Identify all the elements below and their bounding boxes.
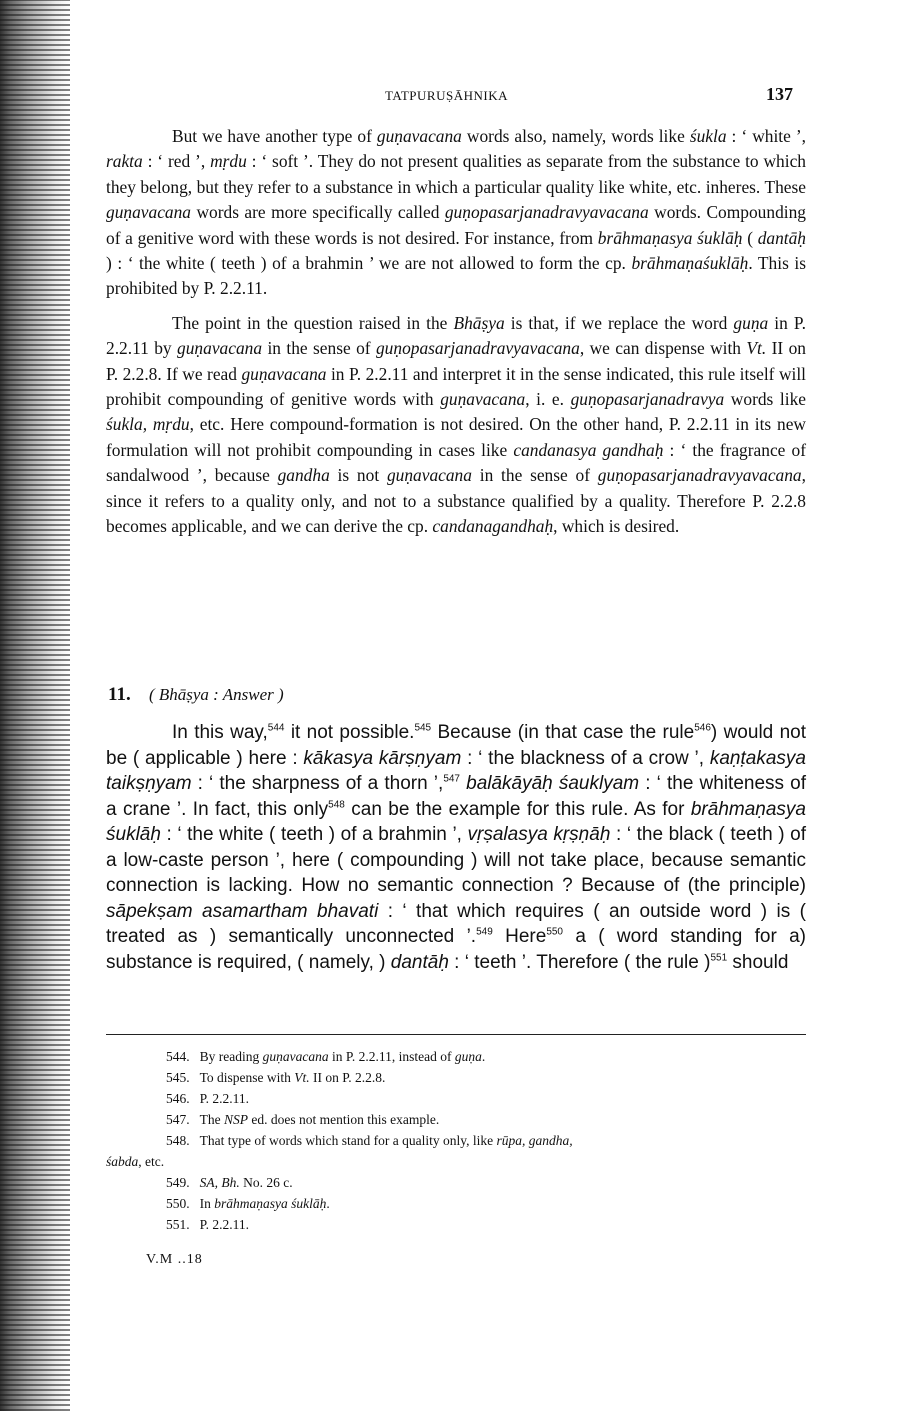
text-run: The point in the question raised in the [172, 312, 454, 333]
italic-term: Bhāṣya [453, 312, 505, 333]
section-number: 11. [108, 684, 131, 705]
text-run: : ‘ the blackness of a crow ’, [461, 747, 710, 769]
text-run: No. 26 c. [239, 1175, 293, 1190]
text-run: . [326, 1196, 330, 1211]
text-run: By reading [199, 1049, 263, 1064]
footnote-continuation [106, 1151, 806, 1172]
italic-term: dantāḥ [757, 227, 806, 248]
italic-term: guṇavacana [106, 202, 192, 223]
section-heading [108, 684, 284, 706]
text-run: in P. 2.2.11 and interpret it in the sense indicated, this rule itself will prohibit compounding of genitive words with [106, 363, 806, 410]
italic-term: mṛdu [210, 151, 247, 172]
footnote [106, 1109, 806, 1130]
footnote-text [200, 1049, 486, 1064]
text-run: ed. does not mention this example. [248, 1112, 440, 1127]
italic-term: guṇopasarjanadravyavacana [597, 465, 802, 486]
text-run: is not [329, 465, 387, 486]
translation-text [106, 720, 806, 975]
footnote [106, 1067, 806, 1088]
text-run: II on P. 2.2.8. If we read [106, 338, 806, 384]
italic-term: śukla [689, 126, 727, 146]
footnote [106, 1130, 806, 1151]
text-run: In this way, [172, 722, 268, 743]
text-run: P. 2.2.11. [199, 1217, 250, 1232]
footnote-text [200, 1133, 573, 1148]
text-run: , etc. [138, 1154, 165, 1169]
italic-term: candanagandhaḥ [432, 516, 554, 537]
text-run: . [481, 1049, 486, 1064]
text-run: II on P. 2.2.8. [309, 1070, 386, 1085]
footnote-reference: 550 [546, 926, 563, 938]
text-run: : ‘ the fragrance of sandalwood ’, because [106, 439, 806, 486]
footnote-number: 547. [166, 1112, 190, 1127]
text-run: But we have another type of [172, 126, 377, 146]
italic-term: Vt. [294, 1070, 310, 1085]
italic-term: dantāḥ [390, 951, 449, 973]
text-run: P. 2.2.11. [199, 1091, 250, 1106]
italic-term: guṇavacana [386, 465, 472, 486]
footnote-reference: 551 [710, 952, 728, 964]
footnote [106, 1193, 806, 1214]
footnotes [106, 1046, 806, 1235]
footnote-divider [106, 1034, 806, 1035]
footnote-number: 550. [166, 1196, 190, 1211]
italic-term: rakta [106, 151, 143, 172]
text-run: Here [492, 926, 547, 947]
text-run: Because (in that case the rule [431, 722, 695, 743]
italic-term: kaṇṭakasya taikṣṇyam [106, 747, 806, 794]
italic-term: NSP [224, 1112, 249, 1127]
footnote-number: 548. [166, 1133, 190, 1148]
text-run: words are more specifically called [191, 202, 445, 223]
footnote [106, 1088, 806, 1109]
text-run: , we can dispense with [579, 338, 747, 359]
text-run: : ‘ teeth ’. Therefore ( the rule ) [448, 951, 711, 973]
page-number: 137 [766, 84, 793, 104]
italic-term: śabda [106, 1154, 139, 1169]
text-run: : ‘ the white ( teeth ) of a brahmin ’, [160, 824, 468, 845]
footnote [106, 1172, 806, 1193]
signature-mark: V.M ..18 [146, 1252, 203, 1267]
text-run: , i. e. [525, 389, 571, 410]
italic-term: guṇavacana [241, 363, 327, 384]
italic-term: guṇavacana [262, 1049, 329, 1064]
text-run: words also, namely, words like [461, 126, 690, 146]
italic-term: guṇa [454, 1049, 482, 1064]
text-run: should [727, 951, 789, 973]
text-run: words. Compounding of a genitive word with these words is not desired. For instance, from [106, 202, 806, 248]
italic-term: Vt. [746, 338, 767, 359]
paragraph [106, 124, 806, 302]
text-run: , since it refers to a quality only, and not to a substance qualified by a quality. Therefore P. 2.2.8 becomes applicable, and we can derive the cp. [106, 465, 806, 537]
scanned-page-edge [0, 0, 70, 1411]
italic-term: guṇopasarjanadravyavacana [375, 338, 580, 359]
footnote-reference: 544 [267, 722, 285, 734]
italic-term: guṇavacana [177, 338, 263, 359]
footnote-text [200, 1091, 249, 1106]
text-run: in P. 2.2.11, instead of [328, 1049, 455, 1064]
footnote-reference: 547 [443, 773, 460, 785]
italic-term: śukla, mṛdu [106, 414, 190, 435]
footnote-number: 544. [166, 1049, 190, 1064]
text-run: ) would not be ( applicable ) here : [106, 722, 806, 769]
footnote-number: 546. [166, 1091, 190, 1106]
italic-term: gandha [277, 465, 330, 486]
italic-term: guṇa [733, 312, 769, 333]
text-run: words like [724, 389, 806, 410]
footnote-text [200, 1112, 440, 1127]
italic-term: balākāyāḥ śauklyam [466, 773, 640, 794]
italic-term: SA, Bh. [199, 1175, 240, 1190]
italic-term: guṇopasarjanadravyavacana [444, 202, 649, 223]
footnote-number: 545. [166, 1070, 190, 1085]
text-run: in the sense of [262, 338, 376, 359]
italic-term: guṇavacana [440, 389, 526, 410]
footnote-reference: 546 [694, 722, 711, 734]
italic-term: brāhmaṇasya śuklāḥ [106, 798, 806, 845]
text-run: a ( word standing for a) substance is required, ( namely, ) [106, 926, 807, 973]
italic-term: brāhmaṇaśuklāḥ [631, 253, 749, 274]
text-run: : ‘ the sharpness of a thorn ’, [191, 773, 444, 794]
paragraph [106, 720, 806, 975]
section-label: ( Bhāṣya : Answer ) [148, 685, 284, 704]
text-run: . This is prohibited by P. 2.2.11. [106, 253, 806, 299]
text-run: The [199, 1112, 224, 1127]
footnote [106, 1046, 806, 1067]
text-run: ( [742, 227, 758, 248]
page-header [0, 84, 897, 106]
italic-term: sāpekṣam asamartham bhavati [106, 900, 379, 922]
footnote [106, 1214, 806, 1235]
footnote-reference: 548 [328, 799, 345, 811]
footnote-reference: 545 [414, 722, 432, 734]
commentary-text [106, 124, 806, 540]
italic-term: kākasya kārṣṇyam [303, 747, 462, 769]
text-run: : ‘ white ’, [726, 126, 806, 146]
footnote-number: 549. [166, 1175, 190, 1190]
footnote-text [200, 1175, 293, 1190]
text-run: , etc. Here compound-formation is not desired. On the other hand, P. 2.2.11 in its new formulation will not prohibit compounding in cases like [106, 414, 806, 460]
text-run: : ‘ the whiteness of a crane ’. In fact, this only [106, 773, 806, 820]
italic-term: guṇopasarjanadravya [570, 389, 725, 410]
footnote-number: 551. [166, 1217, 190, 1232]
italic-term: brāhmaṇasya śuklāḥ [597, 227, 743, 248]
footnote-reference: 549 [476, 926, 493, 938]
text-run: That type of words which stand for a quality only, like [199, 1133, 497, 1148]
text-run: , which is desired. [553, 516, 680, 537]
text-run: In [199, 1196, 215, 1211]
italic-term: brāhmaṇasya śuklāḥ [214, 1196, 327, 1211]
paragraph [106, 311, 806, 540]
text-run: : ‘ the black ( teeth ) of a low-caste person ’, here ( compounding ) will not take place, because semantic connection is lacking. How no semantic connection ? Because of (the principle) [106, 824, 806, 896]
italic-term: candanasya gandhaḥ [513, 439, 664, 460]
italic-term: vṛṣalasya kṛṣṇāḥ [467, 824, 611, 845]
footnote-text [200, 1196, 330, 1211]
text-run: can be the example for this rule. As for [344, 798, 691, 820]
running-head: TATPURUṢĀHNIKA [385, 88, 508, 103]
text-run: it not possible. [284, 722, 415, 743]
text-run: : ‘ soft ’. They do not present qualities as separate from the substance to which they belong, but they refer to a substance in which a particular quality like white, etc. inheres. These [106, 151, 806, 197]
text-run: : ‘ red ’, [142, 151, 211, 172]
footnote-text [200, 1217, 249, 1232]
text-run: is that, if we replace the word [504, 312, 734, 333]
text-run: in the sense of [471, 465, 598, 486]
italic-term: guṇavacana [376, 126, 462, 146]
text-run: : ‘ that which requires ( an outside word ) is ( treated as ) semantically unconnected ’. [106, 900, 807, 947]
footnote-text [200, 1070, 386, 1085]
text-run: ) : ‘ the white ( teeth ) of a brahmin ’ we are not allowed to form the cp. [106, 253, 632, 274]
italic-term: rūpa, gandha, [496, 1133, 573, 1148]
text-run: in P. 2.2.11 by [106, 312, 806, 359]
text-run: To dispense with [199, 1070, 295, 1085]
